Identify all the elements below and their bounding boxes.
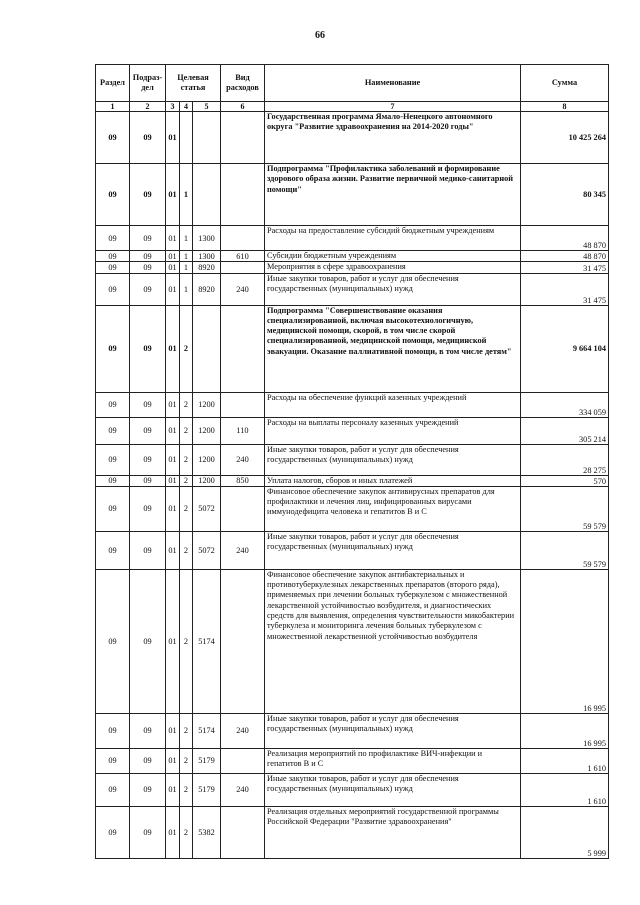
expense-type-cell: 610	[221, 251, 265, 262]
article-code-cell: 1300	[193, 251, 221, 262]
expense-type-cell	[221, 806, 265, 858]
header-razdel: Раздел	[96, 65, 130, 102]
budget-table	[95, 64, 609, 859]
table-row	[96, 392, 609, 417]
article-code-cell	[193, 305, 221, 392]
podrazdel-cell: 09	[130, 226, 166, 251]
subprogram-code-cell: 2	[180, 748, 193, 773]
table-row	[96, 251, 609, 262]
column-number-row	[96, 102, 609, 112]
razdel-cell: 09	[96, 531, 130, 569]
expense-type-cell	[221, 112, 265, 164]
sum-cell: 28 275	[521, 444, 609, 475]
subprogram-code-cell: 2	[180, 475, 193, 486]
subprogram-code-cell: 2	[180, 713, 193, 748]
sum-cell: 59 579	[521, 531, 609, 569]
sum-cell: 10 425 264	[521, 112, 609, 164]
sum-cell: 1 610	[521, 748, 609, 773]
subprogram-code-cell: 1	[180, 226, 193, 251]
razdel-cell: 09	[96, 226, 130, 251]
expense-type-cell	[221, 262, 265, 273]
article-code-cell	[193, 112, 221, 164]
program-code-cell: 01	[166, 773, 180, 806]
sum-cell: 31 475	[521, 273, 609, 305]
program-code-cell: 01	[166, 748, 180, 773]
razdel-cell: 09	[96, 392, 130, 417]
podrazdel-cell: 09	[130, 417, 166, 444]
article-code-cell: 5179	[193, 773, 221, 806]
table-row	[96, 475, 609, 486]
article-code-cell: 1200	[193, 417, 221, 444]
header-target-article: Целевая статья	[166, 65, 221, 102]
expense-type-cell	[221, 569, 265, 713]
podrazdel-cell: 09	[130, 773, 166, 806]
expense-type-cell: 850	[221, 475, 265, 486]
razdel-cell: 09	[96, 713, 130, 748]
subprogram-code-cell: 2	[180, 392, 193, 417]
page-number: 66	[315, 30, 325, 41]
program-code-cell: 01	[166, 112, 180, 164]
table-row	[96, 486, 609, 531]
subprogram-code-cell: 2	[180, 569, 193, 713]
podrazdel-cell: 09	[130, 251, 166, 262]
subprogram-code-cell: 2	[180, 444, 193, 475]
article-code-cell: 1200	[193, 475, 221, 486]
table-row	[96, 112, 609, 164]
sum-cell: 1 610	[521, 773, 609, 806]
subprogram-code-cell: 1	[180, 273, 193, 305]
article-code-cell: 5174	[193, 713, 221, 748]
subprogram-code-cell: 1	[180, 164, 193, 226]
table-row	[96, 531, 609, 569]
program-code-cell: 01	[166, 273, 180, 305]
razdel-cell: 09	[96, 273, 130, 305]
program-code-cell: 01	[166, 569, 180, 713]
header-expense-type: Вид расходов	[221, 65, 265, 102]
name-cell: Иные закупки товаров, работ и услуг для обеспечения государственных (муниципальных) нужд	[265, 713, 521, 748]
program-code-cell: 01	[166, 475, 180, 486]
sum-cell: 5 999	[521, 806, 609, 858]
expense-type-cell	[221, 748, 265, 773]
program-code-cell: 01	[166, 262, 180, 273]
name-cell: Иные закупки товаров, работ и услуг для обеспечения государственных (муниципальных) нужд	[265, 531, 521, 569]
expense-type-cell	[221, 305, 265, 392]
sum-cell: 59 579	[521, 486, 609, 531]
sum-cell: 570	[521, 475, 609, 486]
razdel-cell: 09	[96, 748, 130, 773]
column-number: 6	[221, 102, 265, 112]
name-cell: Мероприятия в сфере здравоохранения	[265, 262, 521, 273]
podrazdel-cell: 09	[130, 164, 166, 226]
expense-type-cell	[221, 486, 265, 531]
article-code-cell: 5072	[193, 486, 221, 531]
table-row	[96, 569, 609, 713]
razdel-cell: 09	[96, 475, 130, 486]
sum-cell: 9 664 104	[521, 305, 609, 392]
sum-cell: 48 870	[521, 226, 609, 251]
razdel-cell: 09	[96, 444, 130, 475]
subprogram-code-cell: 2	[180, 486, 193, 531]
program-code-cell: 01	[166, 305, 180, 392]
sum-cell: 305 214	[521, 417, 609, 444]
sum-cell: 31 475	[521, 262, 609, 273]
article-code-cell: 5179	[193, 748, 221, 773]
program-code-cell: 01	[166, 713, 180, 748]
expense-type-cell: 240	[221, 444, 265, 475]
name-cell: Расходы на предоставление субсидий бюджетным учреждениям	[265, 226, 521, 251]
expense-type-cell: 240	[221, 531, 265, 569]
razdel-cell: 09	[96, 164, 130, 226]
sum-cell: 80 345	[521, 164, 609, 226]
column-number: 3	[166, 102, 180, 112]
name-cell: Расходы на выплаты персоналу казенных учреждений	[265, 417, 521, 444]
podrazdel-cell: 09	[130, 748, 166, 773]
sum-cell: 334 059	[521, 392, 609, 417]
table-row	[96, 748, 609, 773]
program-code-cell: 01	[166, 417, 180, 444]
name-cell: Иные закупки товаров, работ и услуг для обеспечения государственных (муниципальных) нужд	[265, 773, 521, 806]
podrazdel-cell: 09	[130, 713, 166, 748]
podrazdel-cell: 09	[130, 569, 166, 713]
podrazdel-cell: 09	[130, 392, 166, 417]
column-number: 7	[265, 102, 521, 112]
program-code-cell: 01	[166, 226, 180, 251]
name-cell: Подпрограмма "Профилактика заболеваний и формирование здорового образа жизни. Развитие первичной медико-санитарной помощи"	[265, 164, 521, 226]
article-code-cell: 1200	[193, 392, 221, 417]
expense-type-cell	[221, 164, 265, 226]
program-code-cell: 01	[166, 444, 180, 475]
expense-type-cell	[221, 392, 265, 417]
program-code-cell: 01	[166, 164, 180, 226]
subprogram-code-cell	[180, 112, 193, 164]
article-code-cell: 8920	[193, 262, 221, 273]
razdel-cell: 09	[96, 569, 130, 713]
expense-type-cell: 110	[221, 417, 265, 444]
razdel-cell: 09	[96, 251, 130, 262]
header-row	[96, 65, 609, 102]
table-row	[96, 226, 609, 251]
header-name: Наименование	[265, 65, 521, 102]
podrazdel-cell: 09	[130, 273, 166, 305]
article-code-cell: 1300	[193, 226, 221, 251]
razdel-cell: 09	[96, 486, 130, 531]
column-number: 8	[521, 102, 609, 112]
program-code-cell: 01	[166, 531, 180, 569]
subprogram-code-cell: 1	[180, 251, 193, 262]
name-cell: Уплата налогов, сборов и иных платежей	[265, 475, 521, 486]
name-cell: Финансовое обеспечение закупок антибактериальных и противотуберкулезных лекарственных препаратов (второго ряда), применяемых при лечении больных туберкулезом с множественной лекарственной устойчивостью возбудителя, и диагностических средств для выявления, определения чувствительности микобактерии туберкулеза и мониторинга лечения больных туберкулезом с множественной лекарственной устойчивостью возбудителя	[265, 569, 521, 713]
program-code-cell: 01	[166, 806, 180, 858]
name-cell: Иные закупки товаров, работ и услуг для обеспечения государственных (муниципальных) нужд	[265, 273, 521, 305]
table-row	[96, 305, 609, 392]
name-cell: Субсидии бюджетным учреждениям	[265, 251, 521, 262]
table-row	[96, 273, 609, 305]
expense-type-cell	[221, 226, 265, 251]
name-cell: Финансовое обеспечение закупок антивирусных препаратов для профилактики и лечения лиц, инфицированных вирусами иммунодефицита человека и гепатитов B и C	[265, 486, 521, 531]
expense-type-cell: 240	[221, 273, 265, 305]
program-code-cell: 01	[166, 392, 180, 417]
column-number: 4	[180, 102, 193, 112]
name-cell: Подпрограмма "Совершенствование оказания специализированной, включая высокотехнологичную, медицинской помощи, скорой, в том числе скорой специализированной, медицинской помощи, медицинской эвакуации. Оказание паллиативной помощи, в том числе детям"	[265, 305, 521, 392]
podrazdel-cell: 09	[130, 112, 166, 164]
table-row	[96, 444, 609, 475]
podrazdel-cell: 09	[130, 305, 166, 392]
razdel-cell: 09	[96, 417, 130, 444]
razdel-cell: 09	[96, 806, 130, 858]
name-cell: Реализация отдельных мероприятий государственной программы Российской Федерации "Развитие здравоохранения"	[265, 806, 521, 858]
table-row	[96, 262, 609, 273]
name-cell: Государственная программа Ямало-Ненецкого автономного округа "Развитие здравоохранения на 2014-2020 годы"	[265, 112, 521, 164]
column-number: 1	[96, 102, 130, 112]
table-row	[96, 164, 609, 226]
podrazdel-cell: 09	[130, 486, 166, 531]
expense-type-cell: 240	[221, 713, 265, 748]
name-cell: Иные закупки товаров, работ и услуг для обеспечения государственных (муниципальных) нужд	[265, 444, 521, 475]
expense-type-cell: 240	[221, 773, 265, 806]
table-row	[96, 713, 609, 748]
table-row	[96, 806, 609, 858]
subprogram-code-cell: 2	[180, 305, 193, 392]
table-row	[96, 417, 609, 444]
table-row	[96, 773, 609, 806]
article-code-cell: 5072	[193, 531, 221, 569]
subprogram-code-cell: 2	[180, 417, 193, 444]
subprogram-code-cell: 2	[180, 773, 193, 806]
column-number: 2	[130, 102, 166, 112]
column-number: 5	[193, 102, 221, 112]
name-cell: Расходы на обеспечение функций казенных учреждений	[265, 392, 521, 417]
podrazdel-cell: 09	[130, 531, 166, 569]
program-code-cell: 01	[166, 251, 180, 262]
razdel-cell: 09	[96, 773, 130, 806]
header-sum: Сумма	[521, 65, 609, 102]
razdel-cell: 09	[96, 112, 130, 164]
podrazdel-cell: 09	[130, 806, 166, 858]
header-podrazdel: Подраз-дел	[130, 65, 166, 102]
podrazdel-cell: 09	[130, 444, 166, 475]
razdel-cell: 09	[96, 305, 130, 392]
sum-cell: 16 995	[521, 713, 609, 748]
podrazdel-cell: 09	[130, 262, 166, 273]
subprogram-code-cell: 2	[180, 806, 193, 858]
podrazdel-cell: 09	[130, 475, 166, 486]
article-code-cell: 5382	[193, 806, 221, 858]
subprogram-code-cell: 1	[180, 262, 193, 273]
article-code-cell: 5174	[193, 569, 221, 713]
sum-cell: 16 995	[521, 569, 609, 713]
name-cell: Реализация мероприятий по профилактике ВИЧ-инфекции и гепатитов B и C	[265, 748, 521, 773]
article-code-cell	[193, 164, 221, 226]
razdel-cell: 09	[96, 262, 130, 273]
sum-cell: 48 870	[521, 251, 609, 262]
program-code-cell: 01	[166, 486, 180, 531]
subprogram-code-cell: 2	[180, 531, 193, 569]
article-code-cell: 8920	[193, 273, 221, 305]
article-code-cell: 1200	[193, 444, 221, 475]
